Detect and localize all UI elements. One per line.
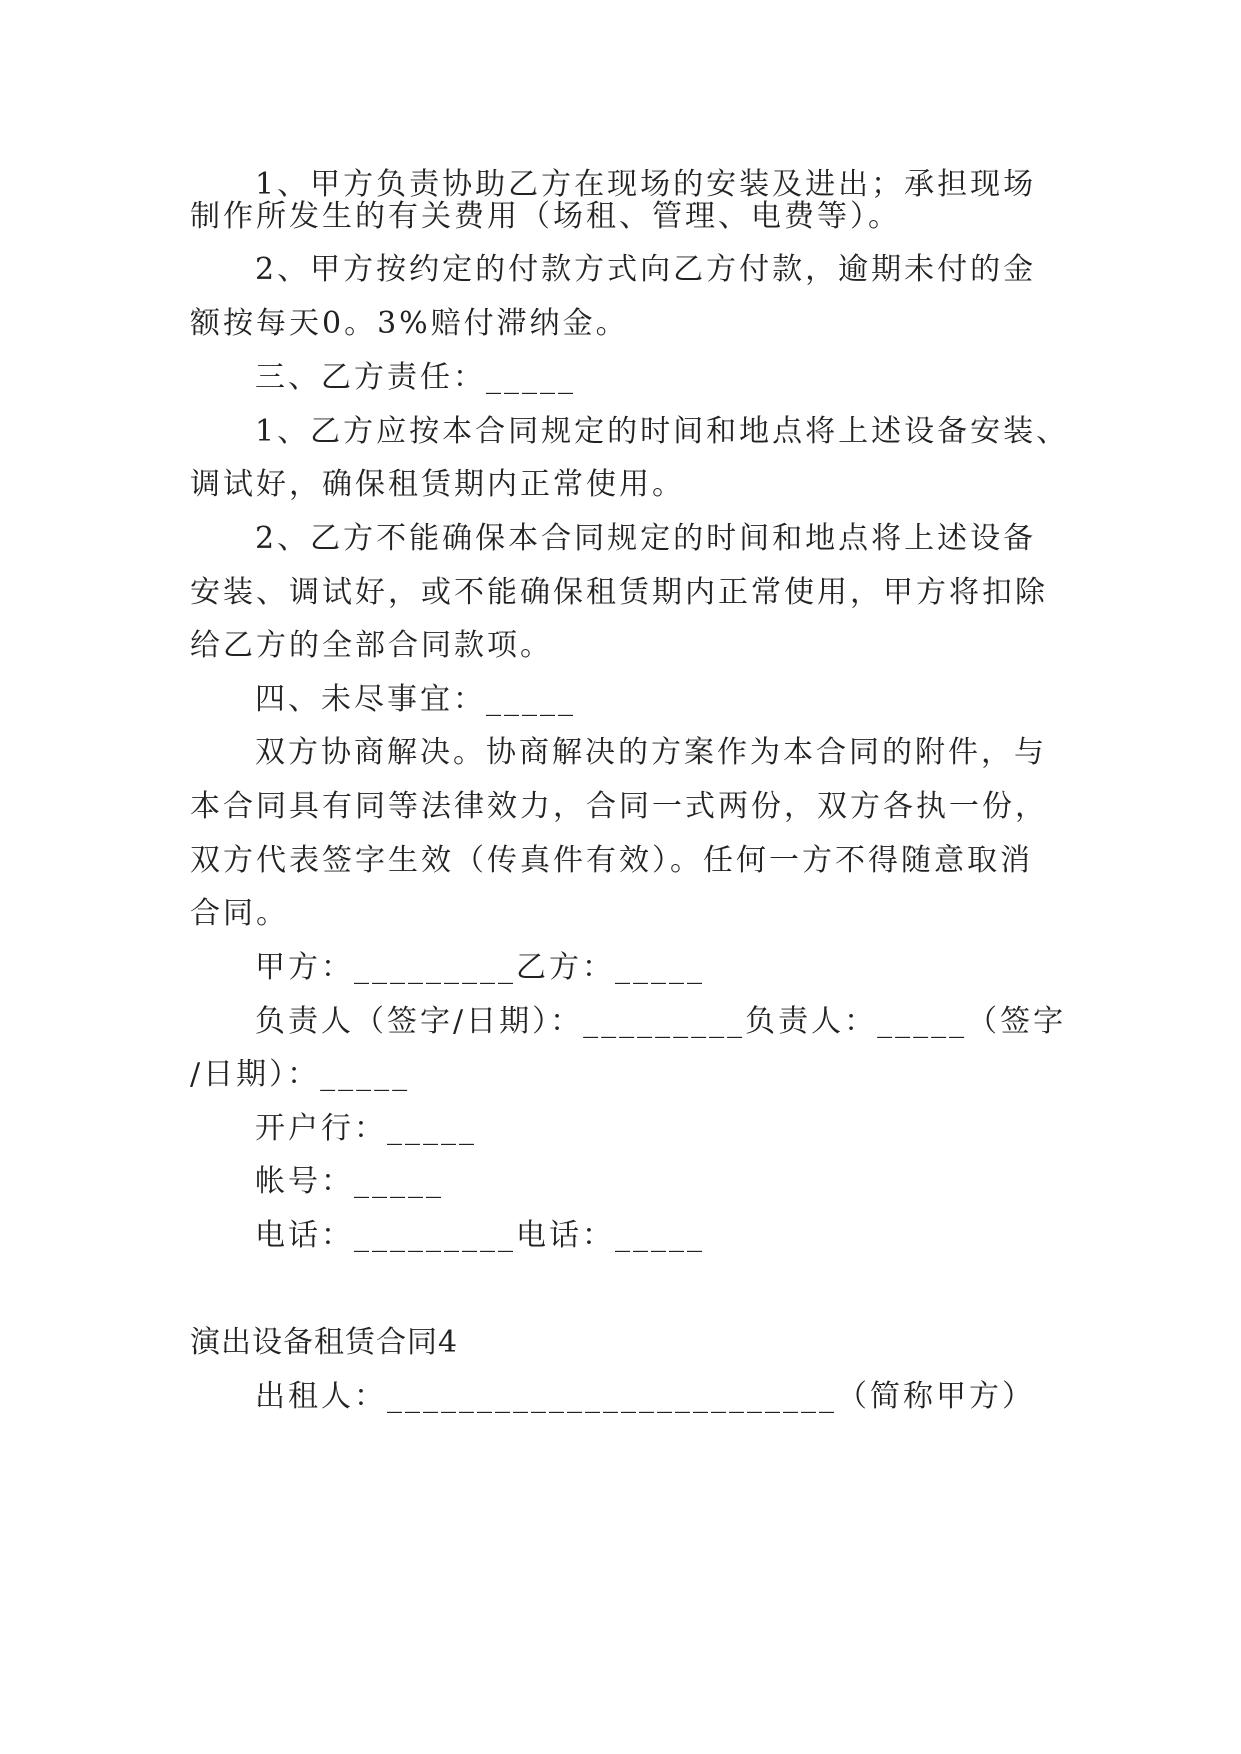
signature-responsible-line-2: /日期）：_____ [190,1057,411,1092]
party-a-duty-1-line-2: 制作所发生的有关费用（场租、管理、电费等）。 [190,199,901,234]
phone-fields: 电话：_________电话：_____ [255,1218,705,1253]
party-b-duty-1-line-2: 调试好，确保租赁期内正常使用。 [190,467,685,502]
resolution-line-1: 双方协商解决。协商解决的方案作为本合同的附件，与 [255,735,1047,770]
signature-parties: 甲方：_________乙方：_____ [255,950,705,985]
party-b-duty-1-line-1: 1、乙方应按本合同规定的时间和地点将上述设备安装、 [255,414,1070,449]
party-a-duty-2-line-1: 2、甲方按约定的付款方式向乙方付款，逾期未付的金 [255,252,1037,287]
section-three-heading: 三、乙方责任：_____ [255,360,576,395]
account-field: 帐号：_____ [255,1164,444,1199]
party-a-duty-2-line-2: 额按每天0。3%赔付滞纳金。 [190,306,629,341]
contract-4-title: 演出设备租赁合同4 [190,1325,459,1360]
resolution-line-2: 本合同具有同等法律效力，合同一式两份，双方各执一份， [190,789,1048,824]
party-a-duty-1-line-1: 1、甲方负责协助乙方在现场的安装及进出；承担现场 [255,167,1037,202]
signature-responsible-line-1: 负责人（签字/日期）：_________负责人：_____（签字 [255,1004,1067,1039]
party-b-duty-2-line-3: 给乙方的全部合同款项。 [190,628,553,663]
party-b-duty-2-line-1: 2、乙方不能确保本合同规定的时间和地点将上述设备 [255,521,1037,556]
resolution-line-4: 合同。 [190,896,289,931]
party-b-duty-2-line-2: 安装、调试好，或不能确保租赁期内正常使用，甲方将扣除 [190,575,1048,610]
section-four-heading: 四、未尽事宜：_____ [255,682,576,717]
lessor-field: 出租人：_________________________（简称甲方） [255,1379,1035,1414]
bank-field: 开户行：_____ [255,1111,477,1146]
resolution-line-3: 双方代表签字生效（传真件有效）。任何一方不得随意取消 [190,843,1033,878]
